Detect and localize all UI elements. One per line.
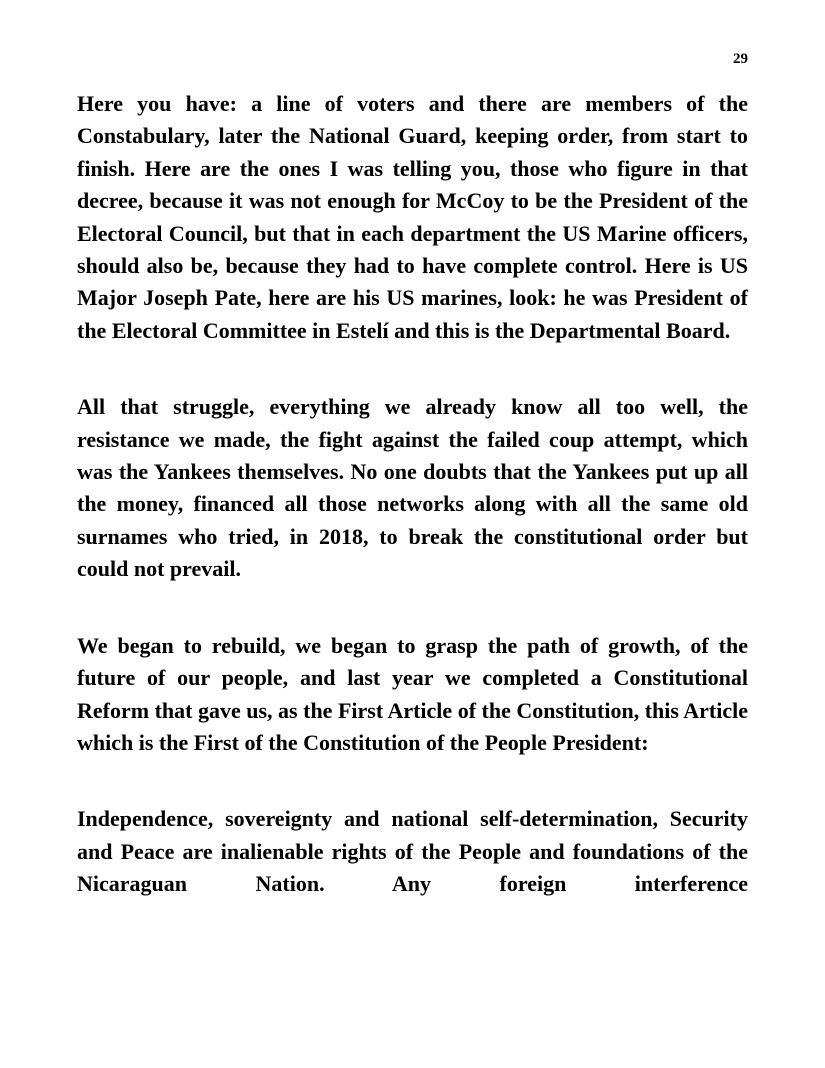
page-number: 29 bbox=[733, 51, 748, 67]
paragraph-rebuild: We began to rebuild, we began to grasp the path of growth, of the future of our people, and last year we completed a Constitutional Reform that gave us, as the First Article of the Constitution, this Article which is the First of the Constitution of the People President: bbox=[77, 632, 748, 755]
body-text bbox=[77, 88, 748, 901]
paragraph-voters-line: Here you have: a line of voters and there are members of the Constabulary, later the National Guard, keeping order, from start to finish. Here are the ones I was telling you, those who figure in that decree, because it was not enough for McCoy to be the President of the Electoral Council, but that in each department the US Marine officers, should also be, because they had to have complete control. Here is US Major Joseph Pate, here are his US marines, look: he was President of the Electoral Committee in Estelí and this is the Departmental Board. bbox=[77, 91, 748, 343]
paragraph-independence: Independence, sovereignty and national self-determination, Security and Peace are inalienable rights of the People and foundations of the Nicaraguan Nation. Any foreign interference bbox=[77, 806, 748, 897]
paragraph-struggle: All that struggle, everything we already know all too well, the resistance we made, the fight against the failed coup attempt, which was the Yankees themselves. No one doubts that the Yankees put up all the money, financed all those networks along with all the same old surnames who tried, in 2018, to break the constitutional order but could not prevail. bbox=[77, 394, 748, 582]
